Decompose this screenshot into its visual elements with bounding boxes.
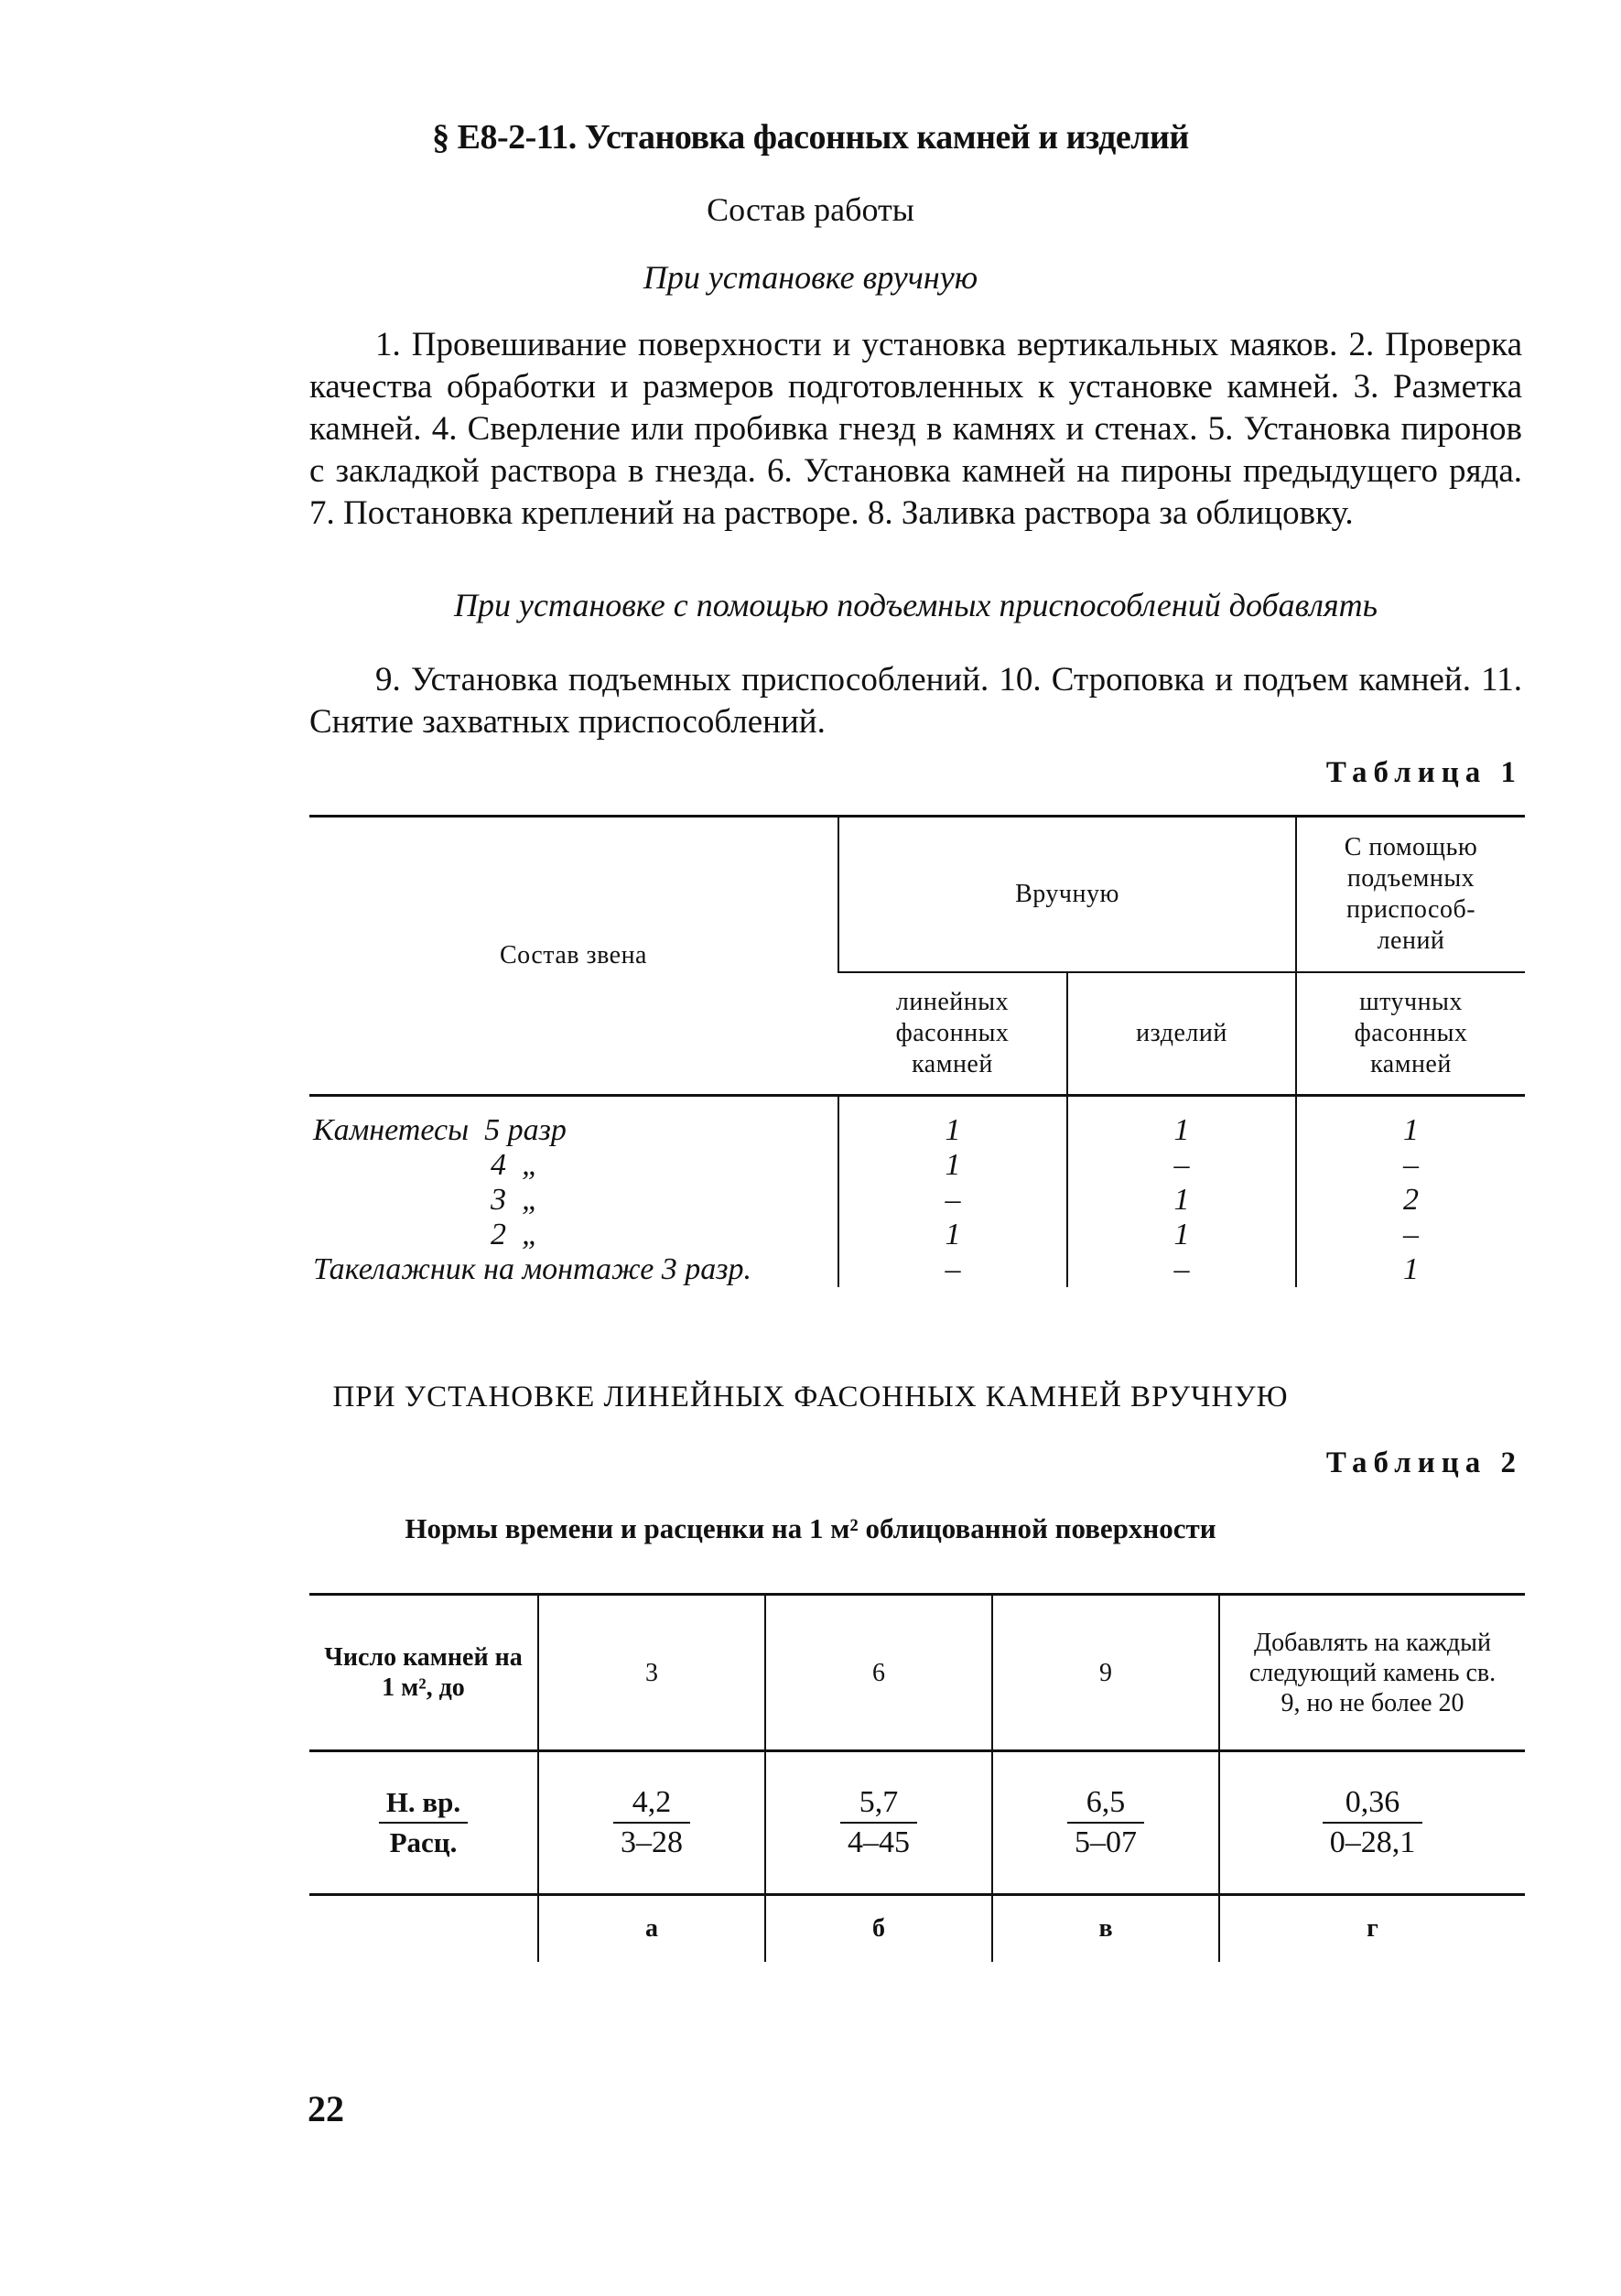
column-letter: б: [765, 1895, 992, 1963]
rate-value: 5–07: [1075, 1825, 1137, 1859]
additional-header: Добавлять на каждый следующий камень св. 9, но не более 20: [1219, 1595, 1525, 1751]
crew-label: Такелажник на монтаже 3 разр.: [313, 1252, 752, 1286]
norm-cell: [765, 1751, 992, 1895]
cell-products: –: [1067, 1148, 1296, 1183]
linear-stones-subheading: ПРИ УСТАНОВКЕ ЛИНЕЙНЫХ ФАСОННЫХ КАМНЕЙ ВРУЧНУЮ: [332, 1381, 1289, 1413]
time-norm-value: 0,36: [1323, 1783, 1423, 1824]
col-9-header: 9: [992, 1595, 1219, 1751]
cell-piece: 1: [1296, 1252, 1525, 1287]
cell-piece: 2: [1296, 1183, 1525, 1218]
manual-installation-heading: При установке вручную: [643, 259, 978, 296]
manual-header: Вручную: [838, 817, 1296, 973]
crew-table: [309, 815, 1525, 1287]
cell-products: 1: [1067, 1183, 1296, 1218]
table2-caption: Таблица 2: [1325, 1446, 1522, 1479]
cell-piece: –: [1296, 1148, 1525, 1183]
time-norm-label: Н. вр.: [379, 1783, 468, 1824]
time-norm-value: 4,2: [613, 1783, 690, 1824]
col-6-header: 6: [765, 1595, 992, 1751]
work-composition-heading: Состав работы: [707, 191, 914, 228]
table-row: [309, 1096, 1525, 1149]
column-letter: г: [1219, 1895, 1525, 1963]
time-norm-value: 5,7: [840, 1783, 917, 1824]
norm-cell: [538, 1751, 765, 1895]
lifting-header: С помощью подъемных приспособ-лений: [1296, 817, 1525, 973]
rate-label: Расц.: [389, 1826, 458, 1858]
time-norm-value: 6,5: [1067, 1783, 1144, 1824]
rate-value: 4–45: [848, 1825, 910, 1859]
table1-caption: Таблица 1: [1325, 756, 1522, 789]
page-title: § Е8-2-11. Установка фасонных камней и изделий: [432, 118, 1189, 157]
norm-cell: [1219, 1751, 1525, 1895]
cell-products: –: [1067, 1252, 1296, 1287]
cell-piece: –: [1296, 1218, 1525, 1252]
linear-stones-header: линейных фасонных камней: [838, 972, 1067, 1096]
norm-cell: [992, 1751, 1219, 1895]
table-row: [309, 1218, 1525, 1252]
manual-work-steps: 1. Провешивание поверхности и установка вертикальных маяков. 2. Проверка качества обработки и размеров подготовленных к установке камней. 3. Разметка камней. 4. Сверление или пробивка гнезд в камнях и стенах. 5. Установка пиронов с закладкой раствора в гнезда. 6. Установка камней на пироны предыдущего ряда. 7. Постановка креплений на растворе. 8. Заливка раствора за облицовку.: [309, 326, 1522, 532]
table-row: [309, 1895, 1525, 1963]
cell-linear: –: [838, 1183, 1067, 1218]
norms-table: [309, 1593, 1525, 1962]
crew-label: 3 „: [491, 1183, 539, 1217]
stones-count-header: Число камней на 1 м², до: [309, 1595, 538, 1751]
rate-value: 0–28,1: [1329, 1825, 1416, 1859]
crew-label: 2 „: [491, 1218, 539, 1251]
norms-title: Нормы времени и расценки на 1 м² облицованной поверхности: [405, 1512, 1216, 1544]
cell-piece: 1: [1296, 1096, 1525, 1149]
cell-products: 1: [1067, 1096, 1296, 1149]
crew-label: Камнетесы 5 разр: [313, 1113, 567, 1147]
col-3-header: 3: [538, 1595, 765, 1751]
products-header: изделий: [1067, 972, 1296, 1096]
piece-stones-header: штучных фасонных камней: [1296, 972, 1525, 1096]
table-row: [309, 1148, 1525, 1183]
norm-labels: [309, 1751, 538, 1895]
table-row: [309, 1751, 1525, 1895]
cell-linear: –: [838, 1252, 1067, 1287]
cell-linear: 1: [838, 1148, 1067, 1183]
lifting-work-steps: 9. Установка подъемных приспособлений. 10. Строповка и подъем камней. 11. Снятие захватных приспособлений.: [309, 661, 1522, 741]
column-letter: а: [538, 1895, 765, 1963]
crew-label: 4 „: [491, 1148, 539, 1182]
table-row: [309, 1183, 1525, 1218]
empty-cell: [309, 1895, 538, 1963]
page-number: 22: [308, 2088, 344, 2129]
cell-linear: 1: [838, 1096, 1067, 1149]
table-row: [309, 1252, 1525, 1287]
rate-value: 3–28: [621, 1825, 683, 1859]
cell-linear: 1: [838, 1218, 1067, 1252]
lifting-installation-heading: При установке с помощью подъемных приспособлений добавлять: [453, 587, 1378, 623]
column-letter: в: [992, 1895, 1219, 1963]
crew-header: Состав звена: [309, 817, 838, 1096]
cell-products: 1: [1067, 1218, 1296, 1252]
